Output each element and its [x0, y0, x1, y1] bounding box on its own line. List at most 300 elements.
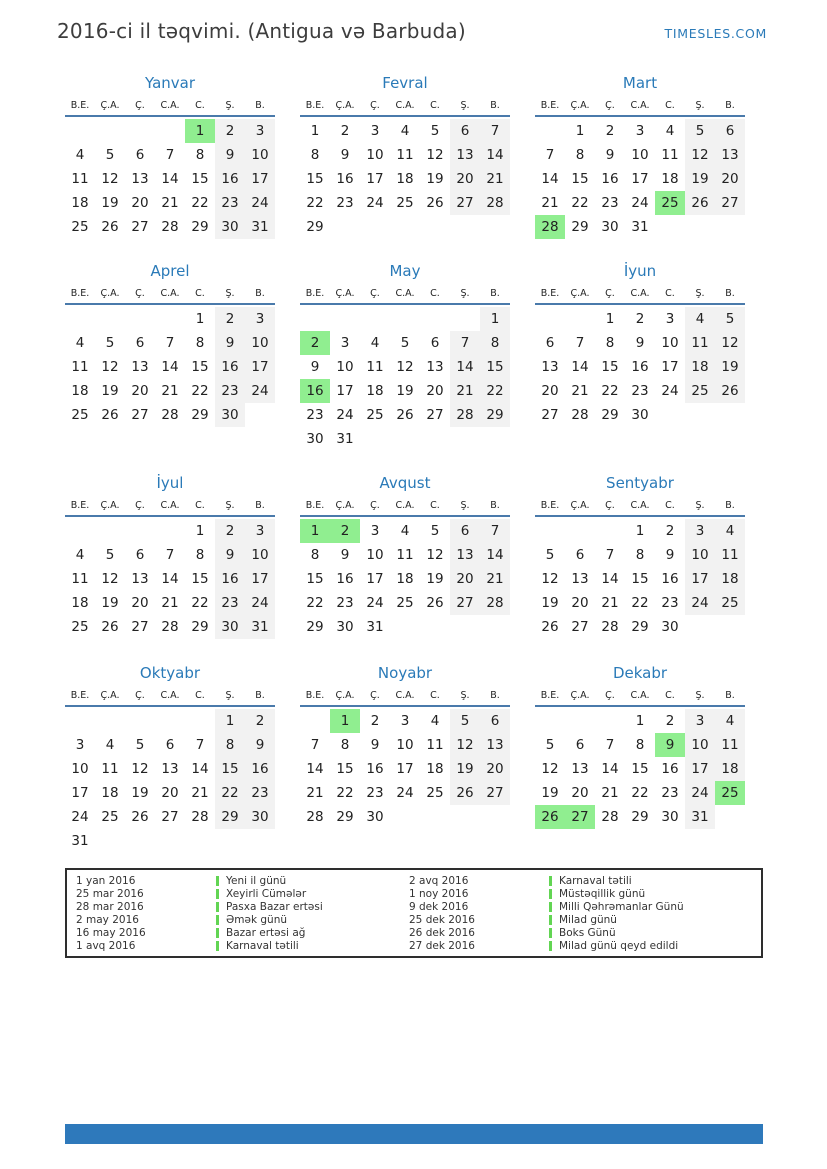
date-cell: 5 — [715, 307, 745, 331]
header-rule — [65, 705, 275, 707]
date-cell: 21 — [480, 567, 510, 591]
date-cell: 18 — [396, 171, 414, 187]
month-name: Mart — [622, 74, 658, 92]
date-cell: 28 — [191, 809, 209, 825]
date-cell: 18 — [685, 355, 715, 379]
date-cell: 19 — [396, 383, 414, 399]
empty-cell — [95, 709, 125, 733]
weekday-header-row — [300, 498, 510, 513]
date-cell: 25 — [396, 595, 414, 611]
weekday-header: Ş. — [225, 288, 235, 299]
legend-holiday-name: Milad günü qeyd edildi — [559, 939, 679, 952]
header-rule — [300, 705, 510, 707]
empty-cell — [655, 403, 685, 427]
date-cell: 8 — [195, 147, 205, 163]
date-cell: 22 — [631, 785, 649, 801]
date-cell: 27 — [571, 619, 589, 635]
date-cell: 14 — [571, 359, 589, 375]
date-cell: 19 — [450, 757, 480, 781]
date-cell: 22 — [191, 195, 209, 211]
date-cell: 31 — [366, 619, 384, 635]
month-name: May — [389, 262, 421, 280]
empty-cell — [420, 615, 450, 639]
weekday-header: Ş. — [695, 690, 705, 701]
date-cell: 21 — [191, 785, 209, 801]
weekday-header-row — [535, 688, 745, 703]
empty-cell — [125, 307, 155, 331]
date-cell: 25 — [685, 379, 715, 403]
date-cell: 8 — [340, 737, 350, 753]
date-cell: 10 — [685, 733, 715, 757]
date-cell: 10 — [245, 331, 275, 355]
weekday-header: Ş. — [460, 690, 470, 701]
date-cell: 8 — [195, 547, 205, 563]
date-cell: 17 — [366, 571, 384, 587]
date-cell: 24 — [245, 591, 275, 615]
date-cell: 31 — [631, 219, 649, 235]
legend-date: 2 avq 2016 — [409, 874, 469, 887]
date-cell: 3 — [245, 307, 275, 331]
date-cell: 9 — [310, 359, 320, 375]
date-cell: 30 — [601, 219, 619, 235]
date-cell: 17 — [631, 171, 649, 187]
legend-column-right — [400, 874, 684, 956]
legend-box — [65, 868, 763, 958]
month-name: Aprel — [150, 262, 190, 280]
date-cell: 6 — [450, 519, 480, 543]
holiday-tick-icon — [216, 941, 219, 951]
date-cell: 4 — [400, 123, 410, 139]
weekday-header: Ç.A. — [335, 100, 355, 111]
date-cell: 21 — [480, 167, 510, 191]
weekday-header: Ç. — [605, 288, 615, 299]
weekday-header: C.A. — [630, 500, 650, 511]
date-cell: 17 — [685, 567, 715, 591]
holiday-tick-icon — [549, 941, 552, 951]
date-cell: 10 — [396, 737, 414, 753]
date-cell: 13 — [571, 761, 589, 777]
date-cell: 6 — [430, 335, 440, 351]
date-cell: 12 — [101, 571, 119, 587]
holiday-date-cell: 26 — [535, 805, 565, 829]
weekday-header: C. — [195, 690, 205, 701]
weekday-header: B.E. — [70, 690, 90, 701]
date-cell: 17 — [71, 785, 89, 801]
date-cell: 17 — [245, 167, 275, 191]
date-cell: 17 — [245, 355, 275, 379]
header-rule — [300, 515, 510, 517]
date-cell: 15 — [191, 571, 209, 587]
date-cell: 11 — [396, 547, 414, 563]
empty-cell — [450, 215, 480, 239]
date-cell: 11 — [71, 571, 89, 587]
date-cell: 23 — [661, 785, 679, 801]
month-calendar — [535, 75, 745, 239]
empty-cell — [390, 307, 420, 331]
date-cell: 23 — [601, 195, 619, 211]
date-cell: 21 — [161, 383, 179, 399]
date-cell: 20 — [426, 383, 444, 399]
date-cell: 26 — [396, 407, 414, 423]
date-cell: 19 — [715, 355, 745, 379]
date-cell: 3 — [370, 523, 380, 539]
empty-cell — [125, 829, 155, 853]
date-cell: 25 — [71, 219, 89, 235]
weekday-header: B.E. — [540, 288, 560, 299]
date-cell: 13 — [480, 733, 510, 757]
date-cell: 6 — [545, 335, 555, 351]
empty-cell — [95, 119, 125, 143]
date-cell: 12 — [541, 571, 559, 587]
weekday-header: B. — [255, 690, 265, 701]
date-cell: 16 — [245, 757, 275, 781]
empty-cell — [125, 709, 155, 733]
date-cell: 15 — [601, 359, 619, 375]
date-cell: 18 — [426, 761, 444, 777]
holiday-tick-icon — [216, 889, 219, 899]
weekday-header-row — [65, 688, 275, 703]
date-cell: 9 — [635, 335, 645, 351]
date-cell: 28 — [480, 591, 510, 615]
weekday-header: B. — [255, 500, 265, 511]
weekday-header: Ş. — [225, 500, 235, 511]
date-cell: 16 — [631, 359, 649, 375]
legend-date: 16 may 2016 — [76, 926, 146, 939]
date-cell: 22 — [601, 383, 619, 399]
empty-cell — [330, 307, 360, 331]
date-cell: 8 — [195, 335, 205, 351]
page-title: 2016-ci il təqvimi. (Antigua və Barbuda) — [57, 19, 466, 43]
date-cell: 22 — [336, 785, 354, 801]
empty-cell — [420, 215, 450, 239]
date-cell: 24 — [631, 195, 649, 211]
holiday-tick-icon — [549, 928, 552, 938]
header-rule — [535, 705, 745, 707]
date-cell: 23 — [336, 595, 354, 611]
date-cell: 16 — [336, 171, 354, 187]
weekday-header: Ç. — [135, 288, 145, 299]
date-cell: 20 — [450, 567, 480, 591]
days-grid — [300, 709, 510, 829]
header-rule — [65, 515, 275, 517]
days-grid — [535, 709, 745, 829]
empty-cell — [155, 709, 185, 733]
holiday-date-cell: 1 — [185, 119, 215, 143]
weekday-header: Ç.A. — [570, 500, 590, 511]
weekday-header: Ç.A. — [335, 288, 355, 299]
date-cell: 25 — [101, 809, 119, 825]
legend-date: 1 avq 2016 — [76, 939, 136, 952]
month-name: Dekabr — [612, 664, 668, 682]
date-cell: 20 — [131, 595, 149, 611]
date-cell: 27 — [161, 809, 179, 825]
empty-cell — [95, 829, 125, 853]
weekday-header: B. — [725, 100, 735, 111]
date-cell: 5 — [685, 119, 715, 143]
date-cell: 25 — [426, 785, 444, 801]
date-cell: 27 — [426, 407, 444, 423]
date-cell: 6 — [135, 147, 145, 163]
date-cell: 28 — [601, 809, 619, 825]
empty-cell — [480, 805, 510, 829]
weekday-header: Ş. — [460, 100, 470, 111]
date-cell: 5 — [135, 737, 145, 753]
date-cell: 12 — [101, 171, 119, 187]
date-cell: 2 — [665, 523, 675, 539]
date-cell: 23 — [215, 379, 245, 403]
date-cell: 20 — [131, 383, 149, 399]
date-cell: 19 — [685, 167, 715, 191]
days-grid — [535, 119, 745, 239]
date-cell: 12 — [131, 761, 149, 777]
date-cell: 11 — [396, 147, 414, 163]
date-cell: 15 — [191, 171, 209, 187]
date-cell: 14 — [480, 143, 510, 167]
date-cell: 23 — [215, 191, 245, 215]
date-cell: 24 — [685, 591, 715, 615]
date-cell: 2 — [215, 119, 245, 143]
date-cell: 2 — [340, 123, 350, 139]
legend-item — [409, 887, 684, 900]
empty-cell — [185, 709, 215, 733]
weekday-header: B.E. — [70, 100, 90, 111]
date-cell: 26 — [450, 781, 480, 805]
legend-date: 28 mar 2016 — [76, 900, 144, 913]
legend-date: 27 dek 2016 — [409, 939, 475, 952]
date-cell: 26 — [715, 379, 745, 403]
month-name: Fevral — [382, 74, 428, 92]
empty-cell — [450, 307, 480, 331]
date-cell: 19 — [131, 785, 149, 801]
date-cell: 10 — [336, 359, 354, 375]
empty-cell — [685, 615, 715, 639]
header-rule — [65, 303, 275, 305]
date-cell: 30 — [245, 805, 275, 829]
weekday-header: Ç. — [135, 690, 145, 701]
weekday-header: C.A. — [395, 100, 415, 111]
weekday-header: C.A. — [395, 500, 415, 511]
empty-cell — [535, 307, 565, 331]
legend-item — [409, 939, 684, 952]
legend-item — [409, 913, 684, 926]
date-cell: 25 — [71, 619, 89, 635]
date-cell: 29 — [215, 805, 245, 829]
empty-cell — [330, 215, 360, 239]
date-cell: 15 — [191, 359, 209, 375]
date-cell: 29 — [631, 619, 649, 635]
date-cell: 10 — [245, 543, 275, 567]
date-cell: 27 — [715, 191, 745, 215]
date-cell: 30 — [631, 407, 649, 423]
date-cell: 19 — [426, 171, 444, 187]
date-cell: 7 — [605, 737, 615, 753]
weekday-header: Ç. — [135, 500, 145, 511]
holiday-tick-icon — [216, 915, 219, 925]
date-cell: 13 — [131, 571, 149, 587]
date-cell: 29 — [306, 619, 324, 635]
month-calendar — [65, 475, 275, 639]
date-cell: 27 — [480, 781, 510, 805]
legend-item — [76, 874, 400, 887]
empty-cell — [420, 805, 450, 829]
weekday-header-row — [65, 498, 275, 513]
weekday-header: C. — [665, 500, 675, 511]
legend-item — [409, 874, 684, 887]
weekday-header: C.A. — [395, 690, 415, 701]
date-cell: 28 — [571, 407, 589, 423]
date-cell: 20 — [571, 595, 589, 611]
date-cell: 16 — [661, 571, 679, 587]
date-cell: 7 — [195, 737, 205, 753]
date-cell: 22 — [215, 781, 245, 805]
days-grid — [65, 307, 275, 427]
weekday-header: B.E. — [70, 288, 90, 299]
date-cell: 28 — [161, 219, 179, 235]
date-cell: 5 — [105, 147, 115, 163]
weekday-header: B. — [255, 100, 265, 111]
date-cell: 11 — [685, 331, 715, 355]
date-cell: 29 — [601, 407, 619, 423]
date-cell: 4 — [75, 547, 85, 563]
empty-cell — [655, 215, 685, 239]
weekday-header: Ç. — [370, 100, 380, 111]
date-cell: 22 — [191, 383, 209, 399]
date-cell: 26 — [101, 619, 119, 635]
weekday-header: B.E. — [540, 690, 560, 701]
weekday-header: C.A. — [160, 288, 180, 299]
date-cell: 28 — [601, 619, 619, 635]
date-cell: 18 — [715, 567, 745, 591]
date-cell: 23 — [215, 591, 245, 615]
date-cell: 8 — [310, 147, 320, 163]
month-name: Noyabr — [377, 664, 433, 682]
date-cell: 30 — [215, 615, 245, 639]
date-cell: 22 — [306, 195, 324, 211]
date-cell: 29 — [191, 219, 209, 235]
date-cell: 29 — [336, 809, 354, 825]
date-cell: 10 — [685, 543, 715, 567]
date-cell: 13 — [426, 359, 444, 375]
date-cell: 20 — [571, 785, 589, 801]
date-cell: 31 — [245, 215, 275, 239]
weekday-header: C.A. — [630, 690, 650, 701]
legend-date: 1 noy 2016 — [409, 887, 469, 900]
empty-cell — [360, 215, 390, 239]
legend-date: 26 dek 2016 — [409, 926, 475, 939]
weekday-header-row — [65, 98, 275, 113]
date-cell: 16 — [215, 167, 245, 191]
weekday-header: C.A. — [160, 690, 180, 701]
legend-holiday-name: Karnaval tətili — [226, 939, 299, 952]
date-cell: 31 — [336, 431, 354, 447]
holiday-date-cell: 25 — [655, 191, 685, 215]
date-cell: 24 — [245, 191, 275, 215]
weekday-header: Ş. — [695, 100, 705, 111]
empty-cell — [685, 215, 715, 239]
header-rule — [300, 115, 510, 117]
date-cell: 19 — [101, 595, 119, 611]
empty-cell — [715, 805, 745, 829]
empty-cell — [535, 709, 565, 733]
date-cell: 7 — [310, 737, 320, 753]
days-grid — [65, 519, 275, 639]
weekday-header-row — [535, 286, 745, 301]
date-cell: 14 — [191, 761, 209, 777]
month-calendar — [300, 475, 510, 639]
date-cell: 20 — [131, 195, 149, 211]
date-cell: 31 — [71, 833, 89, 849]
date-cell: 2 — [665, 713, 675, 729]
date-cell: 28 — [306, 809, 324, 825]
date-cell: 19 — [426, 571, 444, 587]
date-cell: 5 — [545, 737, 555, 753]
empty-cell — [300, 709, 330, 733]
weekday-header: Ş. — [695, 500, 705, 511]
date-cell: 14 — [480, 543, 510, 567]
date-cell: 20 — [715, 167, 745, 191]
date-cell: 5 — [545, 547, 555, 563]
month-calendar — [65, 665, 275, 853]
date-cell: 6 — [165, 737, 175, 753]
date-cell: 11 — [661, 147, 679, 163]
empty-cell — [300, 307, 330, 331]
date-cell: 16 — [215, 355, 245, 379]
legend-holiday-name: Boks Günü — [559, 926, 616, 939]
empty-cell — [360, 307, 390, 331]
weekday-header: C. — [665, 690, 675, 701]
site-link[interactable]: TIMESLES.COM — [664, 26, 767, 41]
weekday-header-row — [535, 498, 745, 513]
empty-cell — [595, 709, 625, 733]
weekday-header: Ç. — [605, 500, 615, 511]
weekday-header: C.A. — [395, 288, 415, 299]
weekday-header: B. — [490, 500, 500, 511]
weekday-header: C.A. — [630, 100, 650, 111]
legend-date: 2 may 2016 — [76, 913, 139, 926]
date-cell: 18 — [715, 757, 745, 781]
empty-cell — [535, 519, 565, 543]
date-cell: 15 — [631, 761, 649, 777]
date-cell: 23 — [366, 785, 384, 801]
date-cell: 7 — [605, 547, 615, 563]
date-cell: 17 — [336, 383, 354, 399]
date-cell: 4 — [105, 737, 115, 753]
date-cell: 1 — [575, 123, 585, 139]
weekday-header: B.E. — [305, 100, 325, 111]
date-cell: 18 — [71, 195, 89, 211]
date-cell: 9 — [340, 547, 350, 563]
date-cell: 19 — [101, 195, 119, 211]
days-grid — [300, 307, 510, 451]
date-cell: 9 — [215, 331, 245, 355]
empty-cell — [125, 119, 155, 143]
month-name: Oktyabr — [139, 664, 201, 682]
date-cell: 21 — [161, 195, 179, 211]
header-rule — [535, 303, 745, 305]
date-cell: 10 — [631, 147, 649, 163]
empty-cell — [390, 615, 420, 639]
date-cell: 6 — [480, 709, 510, 733]
legend-item — [76, 887, 400, 900]
weekday-header: C. — [195, 288, 205, 299]
date-cell: 29 — [191, 407, 209, 423]
month-calendar — [65, 263, 275, 427]
weekday-header: B. — [255, 288, 265, 299]
month-calendar — [535, 475, 745, 639]
date-cell: 7 — [165, 147, 175, 163]
date-cell: 16 — [215, 567, 245, 591]
date-cell: 1 — [635, 523, 645, 539]
